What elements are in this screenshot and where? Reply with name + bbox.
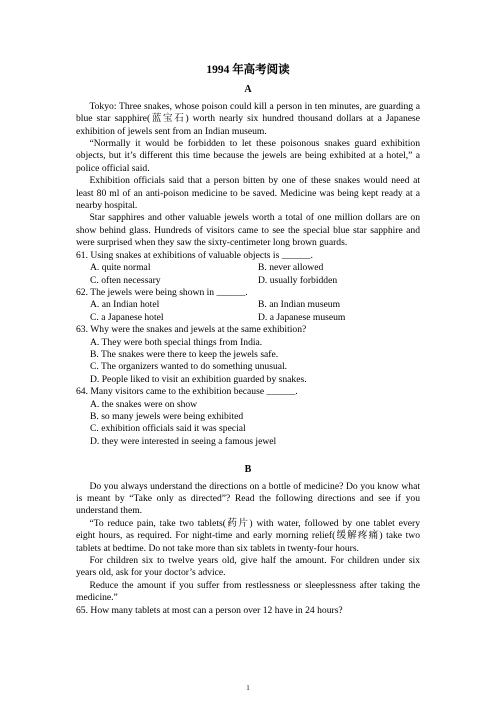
option: A. They were both special things from India. [90,336,263,348]
question-stem: 63. Why were the snakes and jewels at the same exhibition? [76,324,307,336]
option: D. People liked to visit an exhibition guarded by snakes. [90,373,307,385]
option: B. never allowed [258,262,324,274]
paragraph: Reduce the amount if you suffer from restlessness or sleeplessness after taking the medicine.” [76,579,420,604]
paragraph: “To reduce pain, take two tablets(药片) with water, followed by one tablet every eight hours, as required. For night-time and early morning relief(缓解疼痛) take two tablets at bedtime. Do not take more than six tablets in twenty-four hours. [76,517,420,554]
page-title: 1994 年高考阅读 [206,64,290,76]
document-page [76,64,420,617]
paragraph: Do you always understand the directions on a bottle of medicine? Do you know what is meant by “Take only as directed”? Read the following directions and see if you understand them. [76,480,420,517]
section-a-label: A [244,84,252,96]
option: C. The organizers wanted to do something unusual. [90,361,288,373]
question-stem: 62. The jewels were being shown in ______. [76,286,248,298]
paragraph: Star sapphires and other valuable jewels worth a total of one million dollars are on show behind glass. Hundreds of visitors came to see the special blue star sapphire and were surprised when they saw the sixty-centimeter long brown guards. [76,212,420,249]
question-stem: 65. How many tablets at most can a person over 12 have in 24 hours? [76,604,343,616]
options [76,299,420,324]
option: C. often necessary [90,274,161,286]
paragraph: Exhibition officials said that a person bitten by one of these snakes would need at least 80 ml of an anti-poison medicine to be saved. Medicine was being kept ready at a nearby hospital. [76,175,420,212]
option: B. so many jewels were being exhibited [90,410,244,422]
paragraph: Tokyo: Three snakes, whose poison could kill a person in ten minutes, are guarding a blue star sapphire(蓝宝石) worth nearly six hundred thousand dollars at a Japanese exhibition of jewels sent from an Indian museum. [76,100,420,137]
option: A. quite normal [90,262,151,274]
option: D. usually forbidden [258,274,338,286]
option: A. the snakes were on show [90,398,198,410]
section-b-label: B [244,464,252,476]
option: C. exhibition officials said it was special [90,423,246,435]
option: D. a Japanese museum [258,311,346,323]
question-stem: 64. Many visitors came to the exhibition because ______. [76,386,298,398]
option: B. an Indian museum [258,299,341,311]
options [76,262,420,287]
option: A. an Indian hotel [90,299,160,311]
option: C. a Japanese hotel [90,311,164,323]
option: B. The snakes were there to keep the jewels safe. [90,348,279,360]
paragraph: “Normally it would be forbidden to let these poisonous snakes guard exhibition objects, but it’s different this time because the jewels are being exhibited at a hotel,” a police official said. [76,138,420,174]
option: D. they were interested in seeing a famous jewel [90,435,277,447]
page-number: 1 [246,684,250,692]
question-stem: 61. Using snakes at exhibitions of valuable objects is ______. [76,249,313,261]
paragraph: For children six to twelve years old, give half the amount. For children under six years old, ask for your doctor’s advice. [76,555,420,579]
